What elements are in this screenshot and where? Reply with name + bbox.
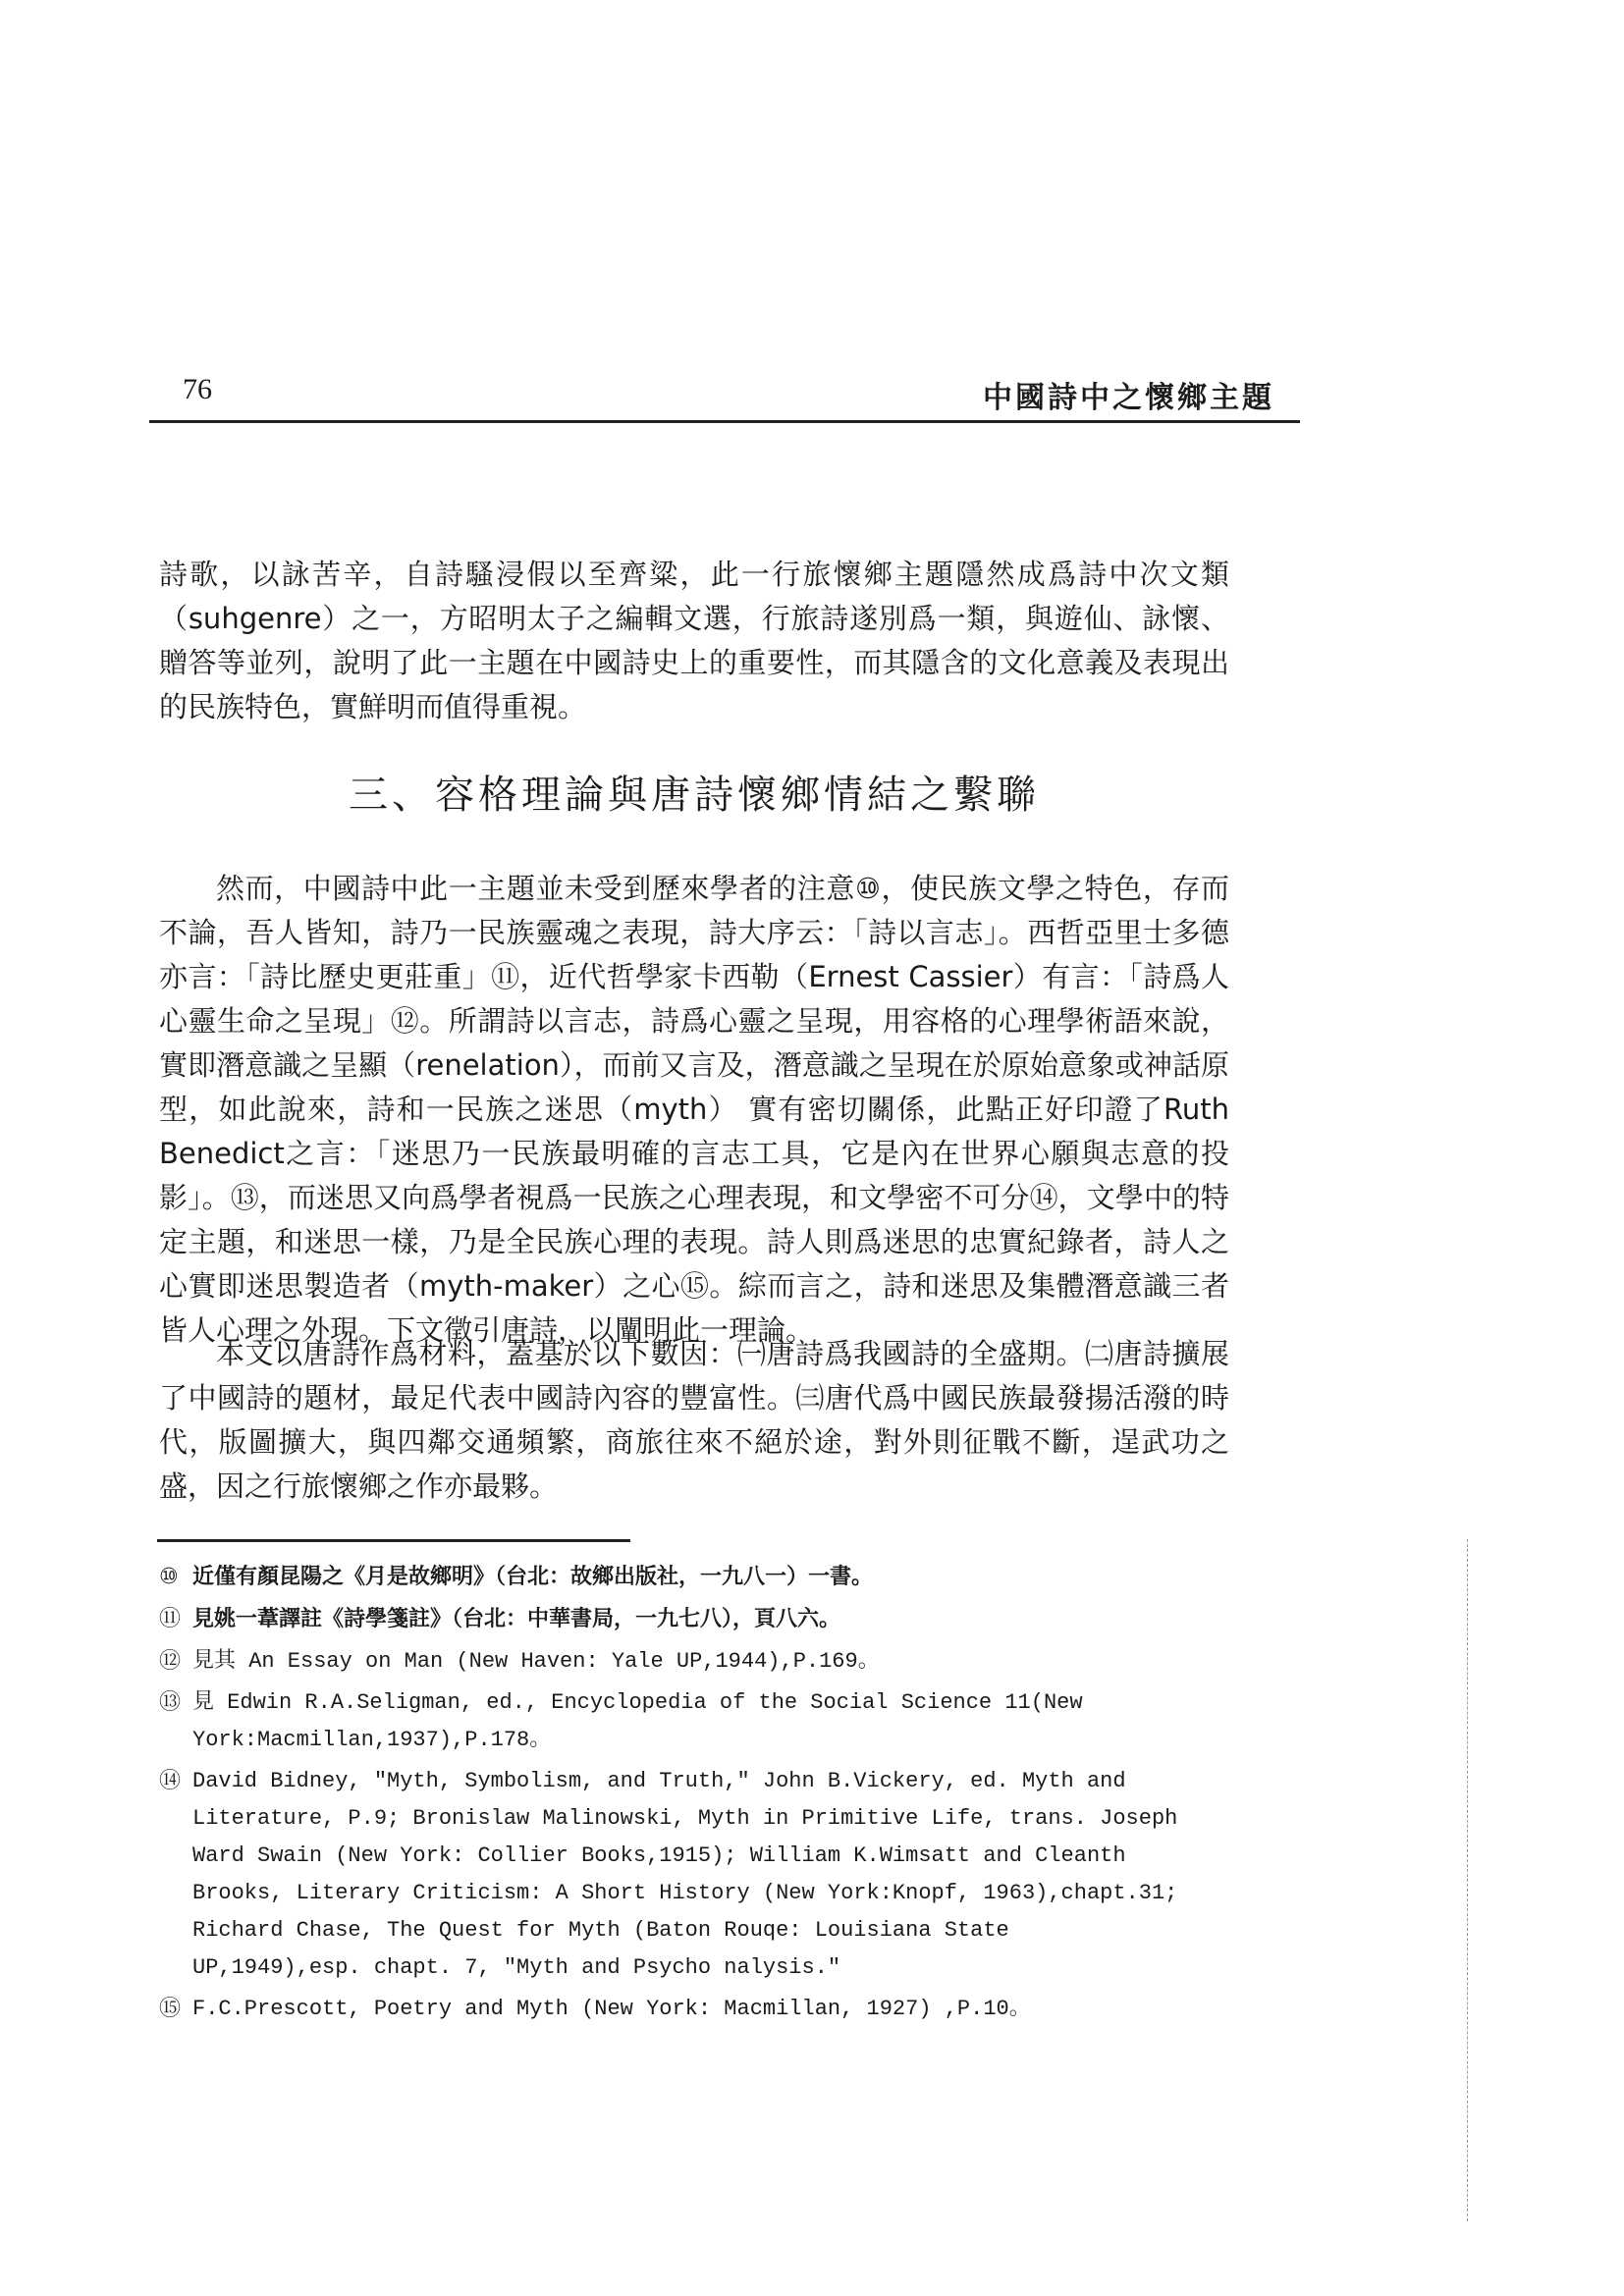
footnote-item xyxy=(159,1643,1185,1681)
footnote-marker: ⑫ xyxy=(159,1649,182,1674)
footnote-text: 見 Edwin R.A.Seligman, ed., Encyclopedia of the Social Science 11(New York:Macmillan,1937),P.178。 xyxy=(192,1690,1083,1752)
footnote-item xyxy=(159,1763,1185,1987)
footnotes-list xyxy=(159,1559,1185,2032)
footnote-item xyxy=(159,1601,1185,1639)
footnote-divider xyxy=(157,1539,630,1542)
footnote-text: 近僅有顏昆陽之《月是故鄉明》（台北：故鄉出版社，一九八一）一書。 xyxy=(192,1565,874,1589)
page-header xyxy=(149,361,1300,423)
material-paragraph: 本文以唐詩作爲材料，蓋基於以下數因：㈠唐詩爲我國詩的全盛期。㈡唐詩擴展了中國詩的題材，最足代表中國詩內容的豐富性。㈢唐代爲中國民族最發揚活潑的時代，版圖擴大，與四鄰交通頻繁，商旅往來不絕於途，對外則征戰不斷，逞武功之盛，因之行旅懷鄉之作亦最夥。 xyxy=(159,1337,1229,1503)
footnote-text: 見姚一葦譯註《詩學箋註》（台北：中華書局，一九七八），頁八六。 xyxy=(192,1607,841,1631)
running-title: 中國詩中之懷鄉主題 xyxy=(983,381,1274,415)
page-number: 76 xyxy=(183,373,212,405)
footnote-marker: ⑩ xyxy=(159,1565,179,1589)
footnote-text: David Bidney, "Myth, Symbolism, and Truth," John B.Vickery, ed. Myth and Literature, P.9; Bronislaw Malinowski, Myth in Primitive Life, trans. Joseph Ward Swain (New York: Collier Books,1915); William K.Wimsatt and Cleanth Brooks, Literary Criticism: A Short History (New York:Knopf, 1963),chapt.31; Richard Chase, The Quest for Myth (Baton Rouqe: Louisiana State UP,1949),esp. chapt. 7, "Myth and Psycho nalysis." xyxy=(192,1769,1178,1980)
footnote-item xyxy=(159,1991,1185,2028)
intro-paragraph: 詩歌，以詠苦辛，自詩騷浸假以至齊粱，此一行旅懷鄉主題隱然成爲詩中次文類（suhgenre）之一，方昭明太子之編輯文選，行旅詩遂別爲一類，與遊仙、詠懷、贈答等並列，說明了此一主題在中國詩史上的重要性，而其隱含的文化意義及表現出的民族特色，實鮮明而值得重視。 xyxy=(159,558,1229,723)
footnote-marker: ⑪ xyxy=(159,1607,182,1631)
section-title: 三、容格理論與唐詩懷鄉情結之繫聯 xyxy=(349,773,1040,818)
footnote-item xyxy=(159,1559,1185,1597)
footnote-text: F.C.Prescott, Poetry and Myth (New York: Macmillan, 1927) ,P.10。 xyxy=(192,1997,1031,2021)
scan-artifact-line xyxy=(1467,1539,1468,2221)
footnote-marker: ⑮ xyxy=(159,1997,182,2021)
footnote-text: 見其 An Essay on Man (New Haven: Yale UP,1944),P.169。 xyxy=(192,1649,880,1674)
footnote-marker: ⑭ xyxy=(159,1769,182,1793)
main-paragraph: 然而，中國詩中此一主題並未受到歷來學者的注意⑩，使民族文學之特色，存而不論，吾人皆知，詩乃一民族靈魂之表現，詩大序云：「詩以言志」。西哲亞里士多德亦言：「詩比歷史更莊重」⑪，近代哲學家卡西勒（Ernest Cassier）有言：「詩爲人心靈生命之呈現」⑫。所謂詩以言志，詩爲心靈之呈現，用容格的心理學術語來說，實即潛意識之呈顯（renelation），而前又言及，潛意識之呈現在於原始意象或神話原型，如此說來，詩和一民族之迷思（myth） 實有密切關係，此點正好印證了Ruth Benedict之言：「迷思乃一民族最明確的言志工具，它是內在世界心願與志意的投影」。⑬，而迷思又向爲學者視爲一民族之心理表現，和文學密不可分⑭，文學中的特定主題，和迷思一樣，乃是全民族心理的表現。詩人則爲迷思的忠實紀錄者，詩人之心實即迷思製造者（myth-maker）之心⑮。綜而言之，詩和迷思及集體潛意識三者皆人心理之外現。下文徵引唐詩，以闡明此一理論。 xyxy=(159,872,1229,1347)
footnote-item xyxy=(159,1684,1185,1759)
footnote-marker: ⑬ xyxy=(159,1690,182,1715)
